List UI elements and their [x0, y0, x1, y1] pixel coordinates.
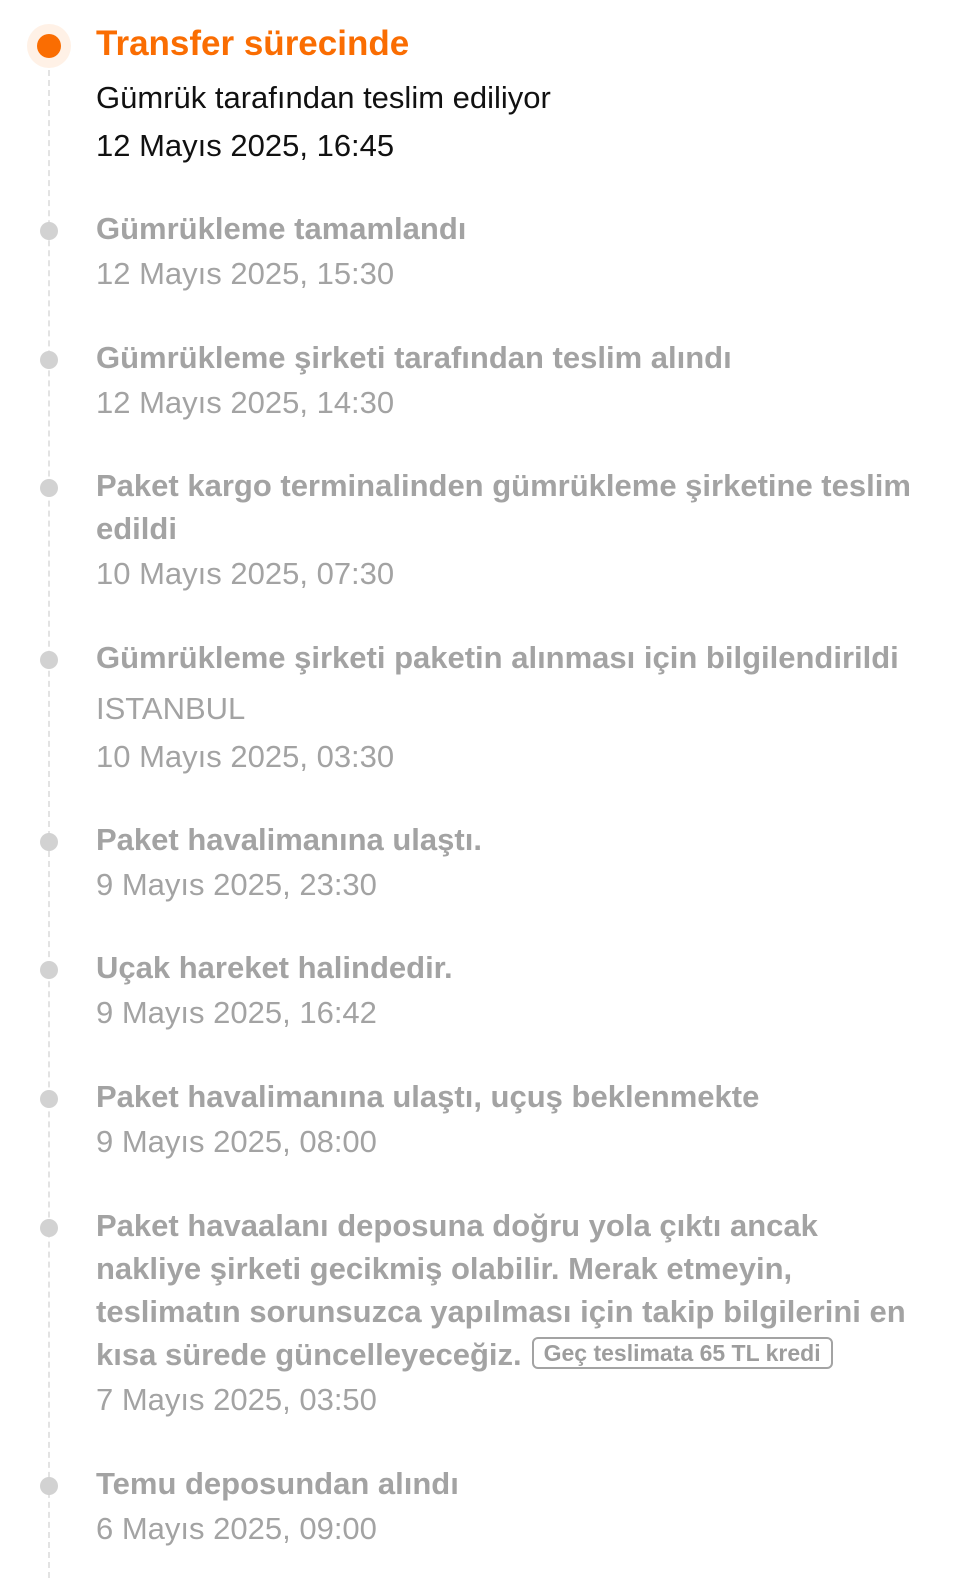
event-title: Paket kargo terminalinden gümrükleme şirketine teslim edildi	[96, 468, 911, 546]
event-time: 10 Mayıs 2025, 07:30	[96, 556, 395, 591]
timeline-dot-icon	[40, 222, 58, 240]
event-title: Paket havaalanı deposuna doğru yola çıktı ancak nakliye şirketi gecikmiş olabilir. Merak etmeyin, teslimatın sorunsuzca yapılması için takip bilgilerini en kısa sürede güncelleyeceğiz.	[96, 1208, 906, 1372]
current-status-time: 12 Mayıs 2025, 16:45	[96, 128, 395, 163]
current-status-detail: Gümrük tarafından teslim ediliyor	[96, 80, 551, 115]
event-time: 9 Mayıs 2025, 23:30	[96, 867, 377, 902]
event-title: Gümrükleme tamamlandı	[96, 211, 467, 246]
event-time: 12 Mayıs 2025, 15:30	[96, 256, 395, 291]
timeline-dot-icon	[40, 961, 58, 979]
event-time: 9 Mayıs 2025, 08:00	[96, 1124, 377, 1159]
event-title: Uçak hareket halindedir.	[96, 950, 453, 985]
event-time: 10 Mayıs 2025, 03:30	[96, 739, 395, 774]
timeline-dot-icon	[40, 479, 58, 497]
event-title: Gümrükleme şirketi tarafından teslim alındı	[96, 340, 732, 375]
timeline-dot-icon	[40, 1477, 58, 1495]
event-time: 9 Mayıs 2025, 16:42	[96, 995, 377, 1030]
event-title: Paket havalimanına ulaştı.	[96, 822, 482, 857]
active-status-dot-icon	[37, 34, 61, 58]
timeline-dot-icon	[40, 651, 58, 669]
event-title: Paket havalimanına ulaştı, uçuş beklenmekte	[96, 1079, 760, 1114]
event-location: ISTANBUL	[96, 691, 246, 726]
timeline-rail	[48, 60, 50, 1578]
event-time: 7 Mayıs 2025, 03:50	[96, 1382, 377, 1417]
late-delivery-credit-badge[interactable]: Geç teslimata 65 TL kredi	[532, 1337, 833, 1369]
event-title: Temu deposundan alındı	[96, 1466, 459, 1501]
timeline-dot-icon	[40, 1090, 58, 1108]
event-time: 12 Mayıs 2025, 14:30	[96, 385, 395, 420]
timeline-dot-icon	[40, 833, 58, 851]
event-title: Gümrükleme şirketi paketin alınması için bilgilendirildi	[96, 640, 899, 675]
timeline-dot-icon	[40, 1219, 58, 1237]
current-status-title: Transfer sürecinde	[96, 24, 410, 63]
timeline-dot-icon	[40, 351, 58, 369]
event-time: 6 Mayıs 2025, 09:00	[96, 1511, 377, 1546]
